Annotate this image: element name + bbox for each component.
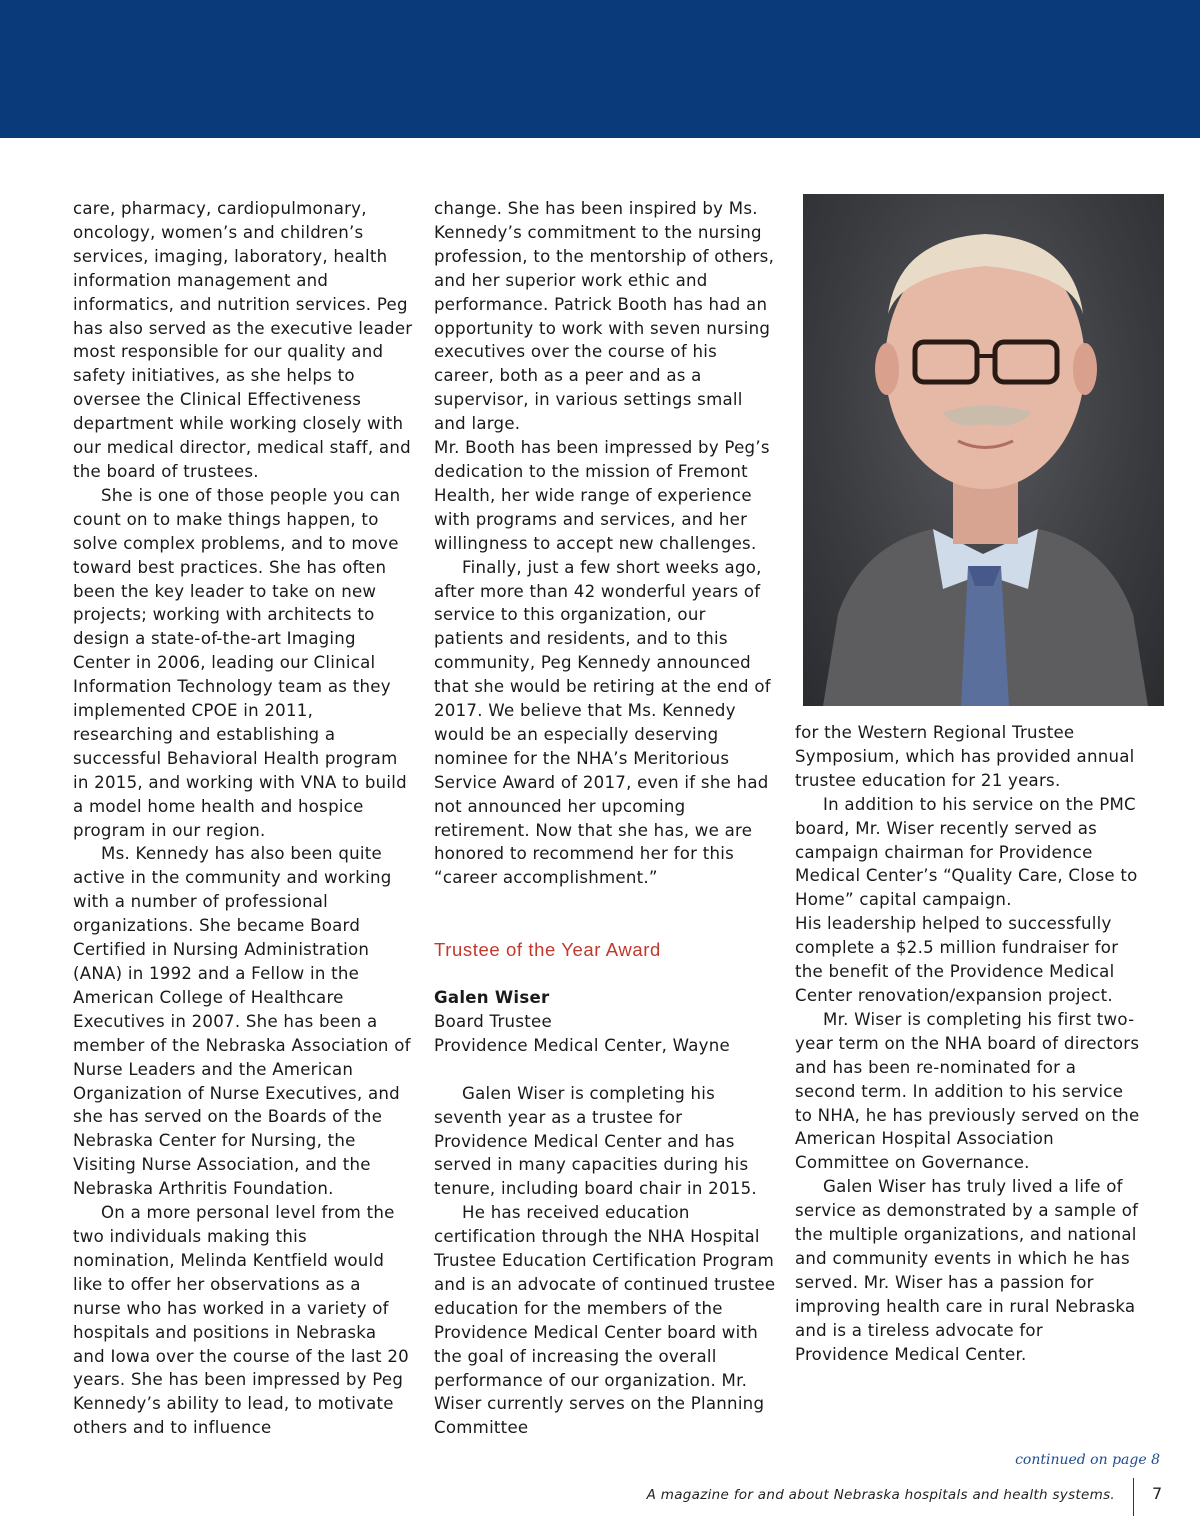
paragraph: Mr. Wiser is completing his first two-year term on the NHA board of directors and has been re-nominated for a second term. In addition to his service to NHA, he has previously served on the American Hospital Association Committee on Governance. [795, 1009, 1140, 1173]
paragraph: care, pharmacy, cardiopulmonary, oncology, women’s and children’s services, imaging, laboratory, health information management and informatics, and nutrition services. Peg has also served as the executive leader most responsible for our quality and safety initiatives, as she helps to oversee the Clinical Effectiveness department while working closely with our medical director, medical staff, and the board of trustees. [73, 199, 413, 481]
spacer [434, 890, 779, 938]
footer-tagline: A magazine for and about Nebraska hospitals and health systems. [646, 1487, 1115, 1503]
portrait-photo [803, 194, 1164, 706]
paragraph: She is one of those people you can count on to make things happen, to solve complex problems, and to move toward best practices. She has often been the key leader to take on new projects; working with architects to design a state-of-the-art Imaging Center in 2006, leading our Clinical Information Technology team as they implemented CPOE in 2011, researching and establishing a successful Behavioral Health program in 2015, and working with VNA to build a model home health and hospice program in our region. [73, 485, 407, 840]
paragraph: His leadership helped to successfully complete a $2.5 million fundraiser for the benefit of the Providence Medical Center renovation/expansion project. [795, 914, 1119, 1005]
paragraph: He has received education certification through the NHA Hospital Trustee Education Certification Program and is an advocate of continued trustee education for the members of the Providence Medical Center board with the goal of increasing the overall performance of our organization. Mr. Wiser currently serves on the Planning Committee [434, 1203, 776, 1438]
paragraph: Ms. Kennedy has also been quite active in the community and working with a number of professional organizations. She became Board Certified in Nursing Administration (ANA) in 1992 and a Fellow in the American College of Healthcare Executives in 2007. She has been a member of the Nebraska Association of Nurse Leaders and the American Organization of Nurse Executives, and she has served on the Boards of the Nebraska Center for Nursing, the Visiting Nurse Association, and the Nebraska Arthritis Foundation. [73, 844, 411, 1199]
paragraph: Finally, just a few short weeks ago, after more than 42 wonderful years of service to this organization, our patients and residents, and to this community, Peg Kennedy announced that she would be retiring at the end of 2017. We believe that Ms. Kennedy would be an especially deserving nominee for the NHA’s Meritorious Service Award of 2017, even if she had not announced her upcoming retirement. Now that she has, we are honored to recommend her for this “career accomplishment.” [434, 557, 771, 888]
continued-note: continued on page 8 [1015, 1452, 1160, 1468]
page-number: 7 [1152, 1484, 1163, 1503]
paragraph: Galen Wiser is completing his seventh year as a trustee for Providence Medical Center and has served in many capacities during his tenure, including board chair in 2015. [434, 1083, 757, 1199]
column-3 [795, 721, 1140, 1366]
awardee-role: Board Trustee [434, 1011, 552, 1031]
header-band [0, 0, 1200, 138]
footer-divider [1133, 1478, 1134, 1516]
column-1 [73, 197, 413, 1440]
paragraph: change. She has been inspired by Ms. Kennedy’s commitment to the nursing profession, to the mentorship of others, and her superior work ethic and performance. Patrick Booth has had an opportunity to work with seven nursing executives over the course of his career, both as a peer and as a supervisor, in various settings small and large. [434, 199, 775, 434]
section-title: Trustee of the Year Award [434, 939, 661, 961]
paragraph: In addition to his service on the PMC board, Mr. Wiser recently served as campaign chairman for Providence Medical Center’s “Quality Care, Close to Home” capital campaign. [795, 794, 1138, 910]
portrait-illustration [803, 194, 1164, 706]
awardee-organization: Providence Medical Center, Wayne [434, 1035, 730, 1055]
paragraph: On a more personal level from the two individuals making this nomination, Melinda Kentfield would like to offer her observations as a nurse who has worked in a variety of hospitals and positions in Nebraska and Iowa over the course of the last 20 years. She has been impressed by Peg Kennedy’s ability to lead, to motivate others and to influence [73, 1203, 409, 1438]
paragraph: for the Western Regional Trustee Symposium, which has provided annual trustee education for 21 years. [795, 723, 1135, 790]
awardee-name: Galen Wiser [434, 988, 550, 1008]
column-2 [434, 197, 779, 1440]
paragraph: Mr. Booth has been impressed by Peg’s dedication to the mission of Fremont Health, her wide range of experience with programs and services, and her willingness to accept new challenges. [434, 438, 770, 553]
spacer [434, 1058, 779, 1082]
paragraph: Galen Wiser has truly lived a life of service as demonstrated by a sample of the multiple organizations, and national and community events in which he has served. Mr. Wiser has a passion for improving health care in rural Nebraska and is a tireless advocate for Providence Medical Center. [795, 1177, 1139, 1364]
